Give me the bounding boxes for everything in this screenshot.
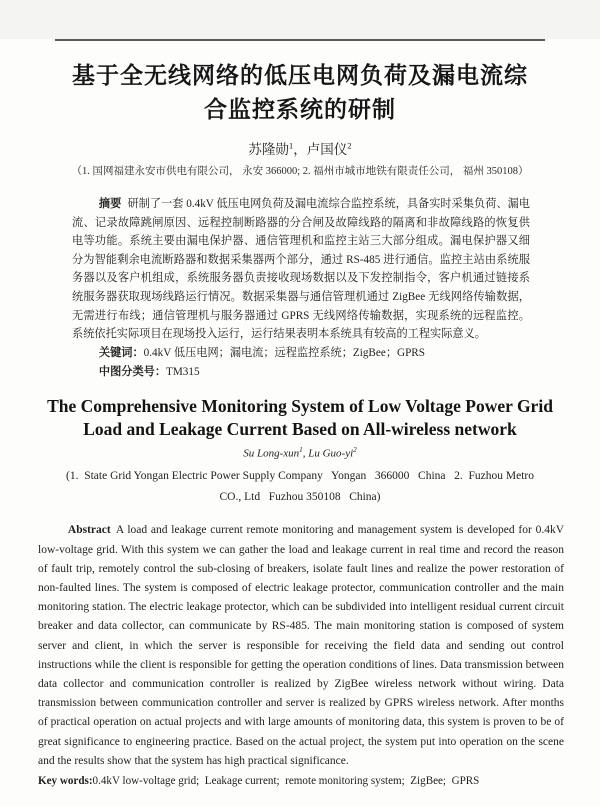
author-cn-1-affiliation-mark: 1: [288, 140, 294, 151]
paper-title-en-line2: Load and Leakage Current Based on All-wireless network: [83, 418, 517, 439]
paper-title-cn-line2: 合监控系统的研制: [204, 96, 396, 122]
paper-page: [0, 39, 600, 807]
author-en-2-affiliation-mark: 2: [353, 445, 357, 454]
keywords-cn-label: 关键词：: [98, 346, 144, 359]
clc-number: [72, 363, 530, 382]
affiliation-en-line2: CO., Ltd Fuzhou 350108 China): [219, 491, 381, 504]
author-en-2: Lu Guo-yi: [308, 447, 354, 460]
abstract-cn-body: 研制了一套 0.4kV 低压电网负荷及漏电流综合监控系统，具备实时采集负荷、漏电流、记录故障跳闸原因、远程控制断路器的分合闸及故障线路的隔离和非故障线路的恢复供电等功能。系统主要由漏电保护器、通信管理机和监控主站三大部分组成。漏电保护器又细分为智能剩余电流断路器和数据采集器两个部分，通过 RS-485 进行通信。监控主站由系统服务器以及客户机组成，系统服务器负责接收现场数据以及下发控制指令，客户机通过链接系统服务器获取现场线路运行情况。数据采集器与通信管理机通过 ZigBee 无线网络传输数据，无需进行布线；通信管理机与服务器通过 GPRS 无线网络传输数据，实现系统的远程监控。系统依托实际项目在现场投入运行，运行结果表明本系统具有较高的工程实际意义。: [72, 198, 530, 341]
author-en-1: Su Long-xun: [243, 447, 300, 460]
keywords-cn: [72, 344, 530, 363]
header-rule: [55, 39, 545, 41]
keywords-en-label: Key words:: [38, 775, 93, 788]
authors-cn-separator: ，: [293, 142, 307, 157]
author-cn-1: 苏隆勋: [248, 142, 289, 157]
paper-title-cn: [45, 58, 555, 126]
paper-title-cn-line1: 基于全无线网络的低压电网负荷及漏电流综: [72, 62, 528, 88]
keywords-cn-body: 0.4kV 低压电网；漏电流；远程监控系统；ZigBee；GPRS: [143, 346, 425, 359]
keywords-en-body: 0.4kV low-voltage grid; Leakage current; remote monitoring system; ZigBee; GPRS: [92, 775, 480, 788]
affiliation-en: [0, 466, 600, 508]
abstract-en: [38, 521, 564, 771]
affiliation-en-line1: (1. State Grid Yongan Electric Power Supply Company Yongan 366000 China 2. Fuzhou Metro: [66, 470, 534, 483]
author-cn-2: 卢国仪: [306, 142, 348, 157]
authors-cn: [0, 138, 600, 158]
clc-label: 中图分类号：: [98, 365, 167, 378]
authors-en-separator: ,: [302, 447, 309, 460]
abstract-cn-label: 摘要: [98, 198, 122, 210]
abstract-en-label: Abstract: [67, 524, 111, 537]
authors-en: [0, 446, 600, 460]
abstract-en-body: A load and leakage current remote monitoring and management system is developed for 0.4kV low-voltage grid. With this system we can gather the load and leakage current in real time and record the reason of fault trip, remotely control the sub-closing of breakers, isolate fault lines and realize the power restoration of non-faulted lines. The system is composed of electric leakage protector, communication controller and the main monitoring station. The electric leakage protector, which can be subdivided into intelligent residual current circuit breaker and data collector, can communicate by RS-485. The main monitoring station is composed of system server and client, in which the server is responsible for receiving the field data and sending out control instructions while the client is responsible for getting the operation conditions of lines. Data transmission between data collector and communication controller is realized by ZigBee wireless network without wiring. Data transmission between communication controller and server is realized by GPRS wireless network. After months of practical operation on actual projects and with large amounts of monitoring data, this system is proven to be of great significance to engineering practice. Based on the actual project, the system put into operation on the scene and the results show that the system has high practical significance.: [38, 524, 564, 767]
affiliation-cn: （1. 国网福建永安市供电有限公司， 永安 366000; 2. 福州市城市地铁有限责任公司， 福州 350108）: [71, 166, 529, 177]
keywords-en: [38, 772, 564, 790]
author-cn-2-affiliation-mark: 2: [347, 140, 352, 151]
author-en-1-affiliation-mark: 1: [299, 445, 303, 454]
abstract-cn: [72, 195, 530, 344]
clc-value: TM315: [166, 365, 200, 378]
paper-title-en: [30, 395, 570, 441]
paper-title-en-line1: The Comprehensive Monitoring System of Low Voltage Power Grid: [47, 395, 553, 416]
